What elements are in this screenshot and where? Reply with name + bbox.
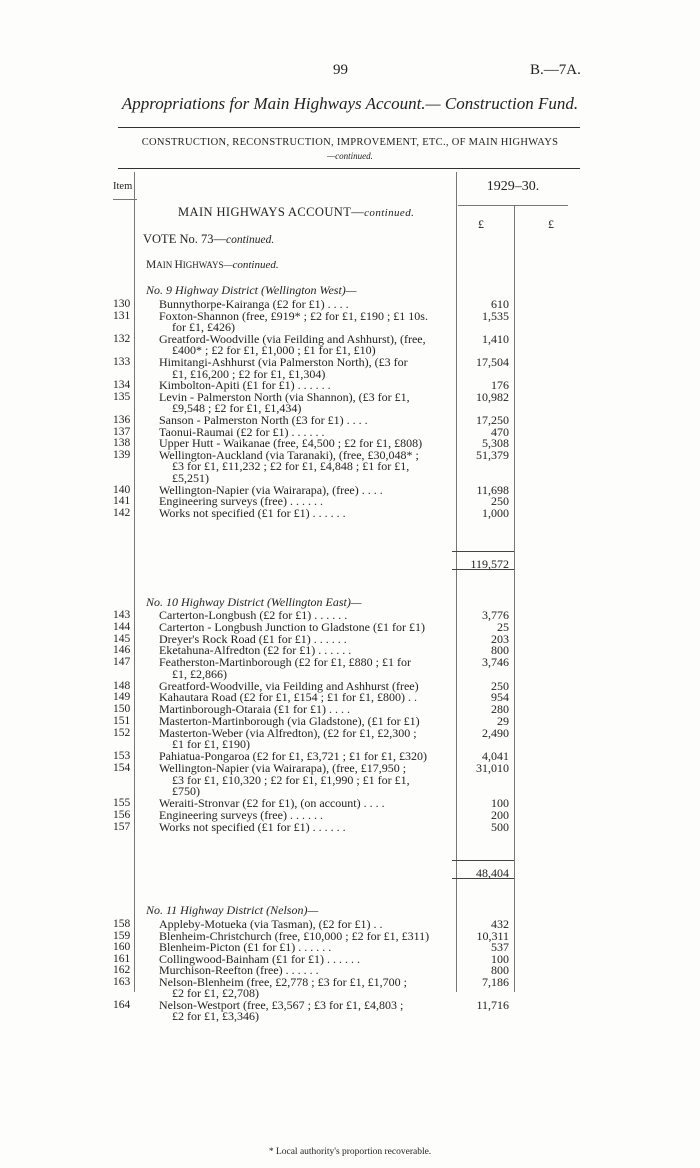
item-number: 146 <box>113 644 131 657</box>
item-number: 157 <box>113 820 131 833</box>
item-number: 160 <box>113 941 131 953</box>
table-row <box>0 930 700 942</box>
item-description: Weraiti-Stronvar (£2 for £1), (on account) . . . . <box>159 796 385 810</box>
item-description-continued: £400* ; £2 for £1, £1,000 ; £1 for £1, £10) <box>172 343 376 358</box>
item-number: 153 <box>113 750 131 762</box>
item-amount: 100 <box>491 951 509 966</box>
item-number: 137 <box>113 425 131 438</box>
item-amount: 432 <box>491 917 509 931</box>
item-description: Engineering surveys (free) . . . . . . <box>159 807 323 822</box>
header-rule <box>118 168 580 169</box>
item-description-continued: £3 for £1, £10,320 ; £2 for £1, £1,990 ; £1 for £1, <box>172 772 410 787</box>
district-total: 119,572 <box>470 557 509 571</box>
item-description-continued: £750) <box>172 784 200 799</box>
item-amount: 203 <box>491 631 509 646</box>
table-row <box>0 298 700 310</box>
item-number: 143 <box>113 609 131 621</box>
account-heading: MAIN HIGHWAYS ACCOUNT—continued. <box>178 205 415 219</box>
item-amount: 200 <box>491 807 509 822</box>
item-amount: 1,535 <box>482 308 509 323</box>
item-number: 152 <box>113 726 131 739</box>
item-amount: 7,186 <box>482 974 509 989</box>
district-total: 48,404 <box>476 866 509 880</box>
item-description: Masterton-Weber (via Alfredton), (£2 for £1, £2,300 ; <box>159 725 417 740</box>
table-row <box>0 656 700 680</box>
table-row <box>0 449 700 484</box>
item-description: Engineering surveys (free) . . . . . . <box>159 494 323 509</box>
page-number: 99 <box>333 62 348 78</box>
item-description: Wellington-Napier (via Wairarapa), (free) . . . . <box>159 482 383 497</box>
item-column-line <box>134 172 135 992</box>
item-number: 139 <box>113 448 131 461</box>
item-number: 133 <box>113 356 131 368</box>
item-description: Works not specified (£1 for £1) . . . . . . <box>159 505 346 520</box>
item-number: 148 <box>113 679 131 692</box>
item-amount: 470 <box>491 424 509 439</box>
item-description: Nelson-Westport (free, £3,567 ; £3 for £1, £4,803 ; <box>159 997 404 1012</box>
item-amount: 11,698 <box>476 482 509 497</box>
item-number: 140 <box>113 483 131 496</box>
table-row <box>0 918 700 930</box>
section-subtitle: CONSTRUCTION, RECONSTRUCTION, IMPROVEMENT, ETC., OF MAIN HIGHWAYS <box>141 137 559 148</box>
subtotal-rule <box>452 551 514 552</box>
item-description-continued: £1, £2,866) <box>172 666 227 681</box>
item-amount: 800 <box>491 643 509 658</box>
footnote: * Local authority's proportion recoverable. <box>268 1147 432 1157</box>
item-number: 158 <box>113 918 131 930</box>
item-description: Blenheim-Picton (£1 for £1) . . . . . . <box>159 940 332 954</box>
item-description: Dreyer's Rock Road (£1 for £1) . . . . . . <box>159 631 347 646</box>
item-number: 142 <box>113 506 131 519</box>
item-amount: 2,490 <box>482 725 509 740</box>
district-heading: No. 11 Highway District (Nelson)— <box>146 903 319 917</box>
district-heading: No. 10 Highway District (Wellington East)— <box>146 595 362 609</box>
main-highways-heading: MAIN HIGHWAYS—continued. <box>146 259 279 271</box>
item-amount: 800 <box>491 963 509 977</box>
table-row <box>0 821 700 833</box>
table-row <box>0 727 700 751</box>
item-amount: 100 <box>491 796 509 810</box>
item-description: Murchison-Reefton (free) . . . . . . <box>159 963 319 977</box>
item-amount: 4,041 <box>482 749 509 763</box>
item-description: Nelson-Blenheim (free, £2,778 ; £3 for £1, £1,700 ; <box>159 974 407 989</box>
item-amount: 176 <box>491 378 509 393</box>
item-amount: 537 <box>491 940 509 954</box>
item-amount: 51,379 <box>476 447 509 462</box>
item-amount: 250 <box>491 678 509 693</box>
item-number: 149 <box>113 691 131 704</box>
item-number: 147 <box>113 656 131 668</box>
item-description-continued: £1, £16,200 ; £2 for £1, £1,304) <box>172 366 326 381</box>
item-description: Blenheim-Christchurch (free, £10,000 ; £2 for £1, £311) <box>159 928 430 943</box>
table-row <box>0 310 700 333</box>
item-column-header: Item <box>113 181 133 192</box>
table-row <box>0 621 700 633</box>
table-row <box>0 809 700 821</box>
item-number: 159 <box>113 929 131 942</box>
pound-symbol-1: £ <box>478 217 484 231</box>
item-description: Bunnythorpe-Kairanga (£2 for £1) . . . . <box>159 297 349 311</box>
item-description: Carterton-Longbush (£2 for £1) . . . . . . <box>159 608 348 622</box>
item-number: 134 <box>113 379 131 392</box>
table-row <box>0 999 700 1022</box>
item-number: 164 <box>113 998 131 1011</box>
item-description-continued: for £1, £426) <box>172 320 235 335</box>
item-number: 155 <box>113 797 131 809</box>
table-row <box>0 484 700 496</box>
item-description-continued: £2 for £1, £3,346) <box>172 1009 259 1023</box>
item-description: Greatford-Woodville, via Feilding and Ashhurst (free) <box>159 678 419 693</box>
item-header-rule <box>113 199 137 200</box>
table-row <box>0 333 700 356</box>
item-description: Carterton - Longbush Junction to Gladstone (£1 for £1) <box>159 619 425 634</box>
item-amount: 610 <box>491 297 509 311</box>
item-number: 135 <box>113 390 131 403</box>
item-number: 150 <box>113 703 131 715</box>
item-description: Greatford-Woodville (via Feilding and Ashhurst), (free, <box>159 331 426 346</box>
item-number: 131 <box>113 309 131 322</box>
table-row <box>0 703 700 715</box>
item-number: 163 <box>113 975 131 988</box>
item-amount: 31,010 <box>476 760 509 775</box>
item-description-continued: £5,251) <box>172 470 209 485</box>
item-description-continued: £2 for £1, £2,708) <box>172 986 259 1000</box>
item-description: Martinborough-Otaraia (£1 for £1) . . . . <box>159 702 350 716</box>
table-row <box>0 953 700 965</box>
item-description: Kimbolton-Apiti (£1 for £1) . . . . . . <box>159 378 331 393</box>
table-row <box>0 414 700 426</box>
table-row <box>0 507 700 519</box>
page-title: Appropriations for Main Highways Account.— Construction Fund. <box>121 94 579 113</box>
item-amount: 1,000 <box>482 505 509 520</box>
item-amount: 954 <box>491 690 509 705</box>
item-number: 145 <box>113 632 131 645</box>
item-number: 130 <box>113 298 131 310</box>
item-description: Collingwood-Bainham (£1 for £1) . . . . . . <box>159 951 360 966</box>
item-number: 132 <box>113 332 131 345</box>
item-amount: 17,250 <box>476 413 509 427</box>
subtotal-rule <box>452 860 514 861</box>
table-row <box>0 691 700 703</box>
item-description-continued: £9,548 ; £2 for £1, £1,434) <box>172 401 302 416</box>
title-rule <box>118 127 580 128</box>
item-amount: 500 <box>491 819 509 834</box>
item-number: 151 <box>113 714 131 727</box>
item-amount: 17,504 <box>476 355 509 369</box>
table-row <box>0 762 700 797</box>
item-description: Sanson - Palmerston North (£3 for £1) . . . . <box>159 413 368 427</box>
subtotal-rule-bottom <box>452 569 514 570</box>
table-row <box>0 797 700 809</box>
item-number: 161 <box>113 952 131 965</box>
table-row <box>0 391 700 414</box>
item-description: Appleby-Motueka (via Tasman), (£2 for £1) . . <box>159 917 383 931</box>
item-number: 141 <box>113 495 131 508</box>
item-amount: 11,716 <box>476 997 509 1012</box>
item-amount: 1,410 <box>482 331 509 346</box>
item-description: Upper Hutt - Waikanae (free, £4,500 ; £2 for £1, £808) <box>159 436 423 451</box>
item-description: Works not specified (£1 for £1) . . . . . . <box>159 819 346 834</box>
item-amount: 10,311 <box>476 928 509 943</box>
item-amount: 280 <box>491 702 509 716</box>
item-description-continued: £3 for £1, £11,232 ; £2 for £1, £4,848 ; £1 for £1, <box>172 459 410 474</box>
item-description: Pahiatua-Pongaroa (£2 for £1, £3,721 ; £1 for £1, £320) <box>159 749 427 763</box>
table-row <box>0 941 700 953</box>
section-subtitle-continued: —continued. <box>327 151 373 161</box>
item-number: 144 <box>113 620 131 633</box>
district-heading: No. 9 Highway District (Wellington West)— <box>146 283 357 297</box>
item-number: 138 <box>113 437 131 450</box>
item-description: Masterton-Martinborough (via Gladstone), (£1 for £1) <box>159 713 420 728</box>
year-column-header: 1929–30. <box>486 179 540 194</box>
report-reference: B.—7A. <box>530 62 581 78</box>
item-description: Eketahuna-Alfredton (£2 for £1) . . . . . . <box>159 643 352 658</box>
item-number: 162 <box>113 964 131 976</box>
year-header-rule <box>458 205 568 206</box>
item-description: Foxton-Shannon (free, £919* ; £2 for £1, £190 ; £1 10s. <box>159 308 428 323</box>
item-description: Levin - Palmerston North (via Shannon), (£3 for £1, <box>159 389 410 404</box>
table-row <box>0 976 700 999</box>
item-description: Wellington-Auckland (via Taranaki), (free, £30,048* ; <box>159 447 419 462</box>
table-row <box>0 356 700 379</box>
item-description: Taonui-Raumai (£2 for £1) . . . . . . <box>159 424 325 439</box>
item-amount: 3,746 <box>482 655 509 669</box>
item-number: 154 <box>113 761 131 774</box>
item-description: Kahautara Road (£2 for £1, £154 ; £1 for £1, £800) . . <box>159 690 417 705</box>
table-row <box>0 609 700 621</box>
item-number: 156 <box>113 808 131 821</box>
item-amount: 25 <box>497 619 509 634</box>
pound-symbol-2: £ <box>548 217 554 231</box>
item-amount: 5,308 <box>482 436 509 451</box>
item-amount: 250 <box>491 494 509 509</box>
table-row <box>0 750 700 762</box>
item-description: Wellington-Napier (via Wairarapa), (free, £17,950 ; <box>159 760 407 775</box>
item-description-continued: £1 for £1, £190) <box>172 737 250 752</box>
table-row <box>0 715 700 727</box>
item-amount: 29 <box>497 713 509 728</box>
item-description: Featherston-Martinborough (£2 for £1, £880 ; £1 for <box>159 655 411 669</box>
table-row <box>0 964 700 976</box>
item-amount: 3,776 <box>482 608 509 622</box>
item-amount: 10,982 <box>476 389 509 404</box>
subtotal-rule-bottom <box>452 878 514 879</box>
table-row <box>0 495 700 507</box>
item-number: 136 <box>113 414 131 426</box>
item-description: Himitangi-Ashhurst (via Palmerston North), (£3 for <box>159 355 408 369</box>
vote-heading: VOTE No. 73—continued. <box>143 232 275 246</box>
